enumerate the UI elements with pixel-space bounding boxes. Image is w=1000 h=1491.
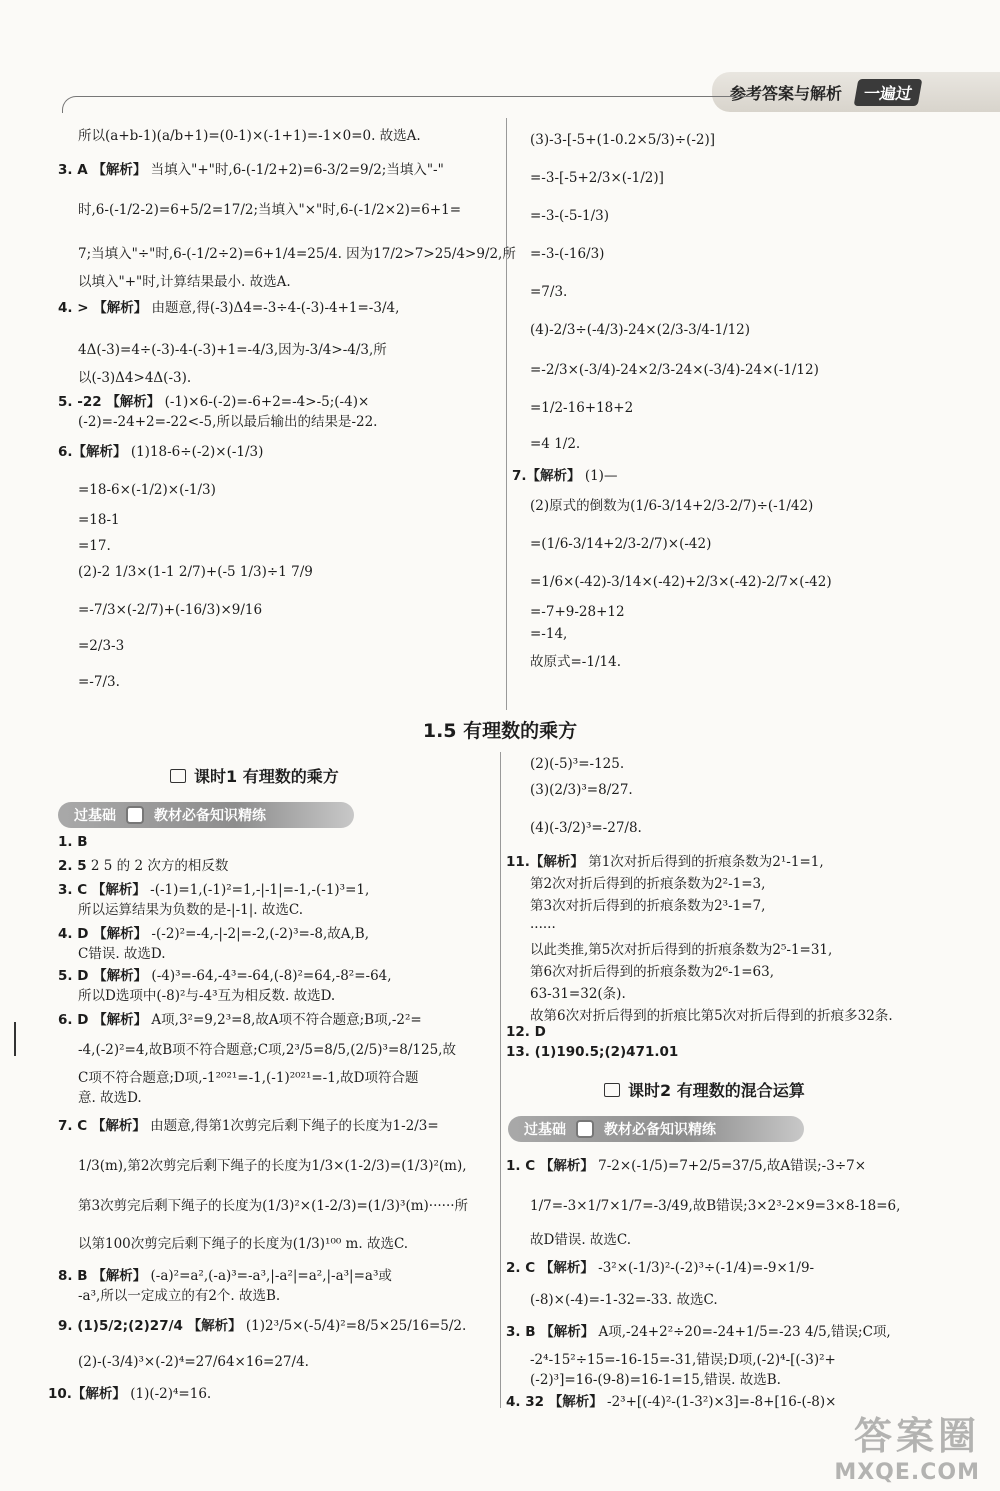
answer-line: 1. B	[58, 834, 88, 850]
answer-line: (-2)³]=16-(9-8)=16-1=15,错误. 故选B.	[530, 1372, 781, 1388]
column-divider-top	[506, 118, 507, 710]
answer-line: =1/2-16+18+2	[530, 400, 634, 416]
answer-line: =18-1	[78, 512, 120, 528]
header-title: 参考答案与解析	[730, 83, 843, 103]
answer-line: =-7/3.	[78, 674, 120, 690]
answer-line: =1/6×(-42)-3/14×(-42)+2/3×(-42)-2/7×(-42)	[530, 574, 832, 590]
answer-line: C项不符合题意;D项,-1²⁰²¹=-1,(-1)²⁰²¹=-1,故D项符合题	[78, 1070, 419, 1086]
answer-line: 以填入"+"时,计算结果最小. 故选A.	[78, 274, 291, 290]
answer-line: 以(-3)Δ4>4Δ(-3).	[78, 370, 192, 386]
answer-line: -2⁴-15²÷15=-16-15=-31,错误;D项,(-2)⁴-[(-3)²+	[530, 1352, 836, 1368]
answer-line: (-2)=-24+2=-22<-5,所以最后输出的结果是-22.	[78, 414, 378, 430]
answer-line: 4. > 【解析】 由题意,得(-3)Δ4=-3÷4-(-3)-4+1=-3/4,	[58, 300, 400, 316]
answer-line: 6. D 【解析】 A项,3²=9,2³=8,故A项不符合题意;B项,-2²=	[58, 1012, 422, 1028]
answer-line: =-3-(-16/3)	[530, 246, 605, 262]
answer-line: 1. C 【解析】 7-2×(-1/5)=7+2/5=37/5,故A错误;-3÷7×	[506, 1158, 867, 1174]
answer-line: (2)原式的倒数为(1/6-3/14+2/3-2/7)÷(-1/42)	[530, 498, 814, 514]
lesson1-title: 课时1 有理数的乘方	[194, 767, 339, 786]
header-rule	[62, 96, 753, 113]
banner-basics-1	[58, 802, 354, 828]
answer-line: 4Δ(-3)=4÷(-3)-4-(-3)+1=-4/3,因为-3/4>-4/3,所	[78, 342, 387, 358]
banner-right-label: 教材必备知识精练	[604, 1122, 716, 1138]
answer-line: 第2次对折后得到的折痕条数为2²-1=3,	[530, 876, 766, 892]
answer-line: 8. B 【解析】 (-a)²=a²,(-a)³=-a³,|-a²|=a²,|-a³|=a³或	[58, 1268, 392, 1284]
answer-line: 3. A 【解析】 当填入"+"时,6-(-1/2+2)=6-3/2=9/2;当填入"-"	[58, 162, 444, 178]
column-divider-bottom	[500, 752, 501, 1408]
answer-line: 所以运算结果为负数的是-|-1|. 故选C.	[78, 902, 304, 918]
answer-line: =7/3.	[530, 284, 568, 300]
answer-line: (4)-2/3÷(-4/3)-24×(2/3-3/4-1/12)	[530, 322, 751, 338]
answer-line: 5. D 【解析】 (-4)³=-64,-4³=-64,(-8)²=64,-8²=-64,	[58, 968, 392, 984]
watermark	[834, 1405, 980, 1485]
answer-line: 12. D	[506, 1024, 546, 1040]
answer-line: 6.【解析】 (1)18-6÷(-2)×(-1/3)	[58, 444, 264, 460]
answer-line: 1/3(m),第2次剪完后剩下绳子的长度为1/3×(1-2/3)=(1/3)²(m),	[78, 1158, 467, 1174]
answer-line: (2)-2 1/3×(1-1 2/7)+(-5 1/3)÷1 7/9	[78, 564, 313, 580]
answer-line: =-7/3×(-2/7)+(-16/3)×9/16	[78, 602, 263, 618]
brand-logo: 一遍过	[854, 79, 923, 106]
answer-line: (3)(2/3)³=8/27.	[530, 782, 633, 798]
answer-line: 1/7=-3×1/7×1/7=-3/49,故B错误;3×2³-2×9=3×8-18=6,	[530, 1198, 901, 1214]
banner-right-label: 教材必备知识精练	[154, 808, 266, 824]
watermark-line1: 答案圈	[853, 1414, 980, 1458]
answer-line: 第6次对折后得到的折痕条数为2⁶-1=63,	[530, 964, 775, 980]
answer-line: ······	[530, 920, 556, 936]
answer-line: (3)-3-[-5+(1-0.2×5/3)÷(-2)]	[530, 132, 716, 148]
answer-line: 所以D选项中(-8)²与-4³互为相反数. 故选D.	[78, 988, 336, 1004]
answer-line: =-3-(-5-1/3)	[530, 208, 609, 224]
notebook-icon	[576, 1120, 594, 1138]
answer-line: 7. C 【解析】 由题意,得第1次剪完后剩下绳子的长度为1-2/3=	[58, 1118, 439, 1134]
answer-line: =-7+9-28+12	[530, 604, 625, 620]
answer-line: =17.	[78, 538, 111, 554]
answer-line: 3. B 【解析】 A项,-24+2²÷20=-24+1/5=-23 4/5,错误;C项,	[506, 1324, 891, 1340]
answer-line: 11.【解析】 第1次对折后得到的折痕条数为2¹-1=1,	[506, 854, 824, 870]
answer-line: 4. D 【解析】 -(-2)²=-4,-|-2|=-2,(-2)³=-8,故A,B,	[58, 926, 370, 942]
banner-left-label: 过基础	[74, 808, 116, 824]
header-tab	[712, 72, 1000, 112]
answer-line: 3. C 【解析】 -(-1)=1,(-1)²=1,-|-1|=-1,-(-1)³=1,	[58, 882, 370, 898]
answer-line: 7;当填入"÷"时,6-(-1/2÷2)=6+1/4=25/4. 因为17/2>7>25/4>9/2,所	[78, 246, 516, 262]
answer-line: 所以(a+b-1)(a/b+1)=(0-1)×(-1+1)=-1×0=0. 故选A.	[78, 128, 421, 144]
section-title: 1.5 有理数的乘方	[422, 720, 578, 742]
answer-line: 10.【解析】 (1)(-2)⁴=16.	[48, 1386, 212, 1402]
answer-line: 以此类推,第5次对折后得到的折痕条数为2⁵-1=31,	[530, 942, 833, 958]
answer-line: =-2/3×(-3/4)-24×2/3-24×(-3/4)-24×(-1/12)	[530, 362, 819, 378]
book-icon	[604, 1083, 620, 1097]
answer-line: 故第6次对折后得到的折痕比第5次对折后得到的折痕多32条.	[530, 1008, 893, 1024]
answer-line: 时,6-(-1/2-2)=6+5/2=17/2;当填入"×"时,6-(-1/2×2)=6+1=	[78, 202, 462, 218]
lesson1-heading	[170, 764, 339, 787]
answer-line: 意. 故选D.	[78, 1090, 142, 1106]
banner-left-label: 过基础	[524, 1122, 566, 1138]
answer-line: (2)(-5)³=-125.	[530, 756, 625, 772]
book-icon	[170, 769, 186, 783]
answer-line: -a³,所以一定成立的有2个. 故选B.	[78, 1288, 281, 1304]
answer-line: 4. 32 【解析】 -2³+[(-4)²-(1-3²)×3]=-8+[16-(-8)×	[506, 1394, 837, 1410]
answer-line: (-8)×(-4)=-1-32=-33. 故选C.	[530, 1292, 718, 1308]
answer-line: 13. (1)190.5;(2)471.01	[506, 1044, 679, 1060]
answer-line: 第3次剪完后剩下绳子的长度为(1/3)²×(1-2/3)=(1/3)³(m)······所	[78, 1198, 469, 1214]
answer-line: 5. -22 【解析】 (-1)×6-(-2)=-6+2=-4>-5;(-4)×	[58, 394, 370, 410]
answer-line: =-14,	[530, 626, 568, 642]
lesson2-heading	[604, 1078, 805, 1101]
answer-line: 故D错误. 故选C.	[530, 1232, 632, 1248]
answer-line: =18-6×(-1/2)×(-1/3)	[78, 482, 216, 498]
notebook-icon	[126, 806, 144, 824]
answer-line: -4,(-2)²=4,故B项不符合题意;C项,2³/5=8/5,(2/5)³=8/125,故	[78, 1042, 456, 1058]
banner-basics-2	[508, 1116, 804, 1142]
answer-line: =(1/6-3/14+2/3-2/7)×(-42)	[530, 536, 712, 552]
answer-line: =2/3-3	[78, 638, 125, 654]
answer-line: 2. C 【解析】 -3²×(-1/3)²-(-2)³÷(-1/4)=-9×1/9-	[506, 1260, 815, 1276]
watermark-line2: MXQE.COM	[834, 1460, 980, 1485]
answer-line: (2)-(-3/4)³×(-2)⁴=27/64×16=27/4.	[78, 1354, 309, 1370]
margin-mark	[14, 1022, 16, 1056]
answer-line: (4)(-3/2)³=-27/8.	[530, 820, 642, 836]
answer-line: 故原式=-1/14.	[530, 654, 621, 670]
answer-line: =-3-[-5+2/3×(-1/2)]	[530, 170, 664, 186]
answer-line: 9. (1)5/2;(2)27/4 【解析】 (1)2³/5×(-5/4)²=8/5×25/16=5/2.	[58, 1318, 467, 1334]
answer-line: 以第100次剪完后剩下绳子的长度为(1/3)¹⁰⁰ m. 故选C.	[78, 1236, 409, 1252]
answer-line: =4 1/2.	[530, 436, 581, 452]
answer-line: 第3次对折后得到的折痕条数为2³-1=7,	[530, 898, 766, 914]
answer-line: C错误. 故选D.	[78, 946, 166, 962]
answer-line: 7.【解析】 (1)—	[512, 468, 618, 484]
lesson2-title: 课时2 有理数的混合运算	[628, 1081, 805, 1100]
answer-line: 63-31=32(条).	[530, 986, 626, 1002]
answer-line: 2. 5 2 5 的 2 次方的相反数	[58, 858, 229, 874]
